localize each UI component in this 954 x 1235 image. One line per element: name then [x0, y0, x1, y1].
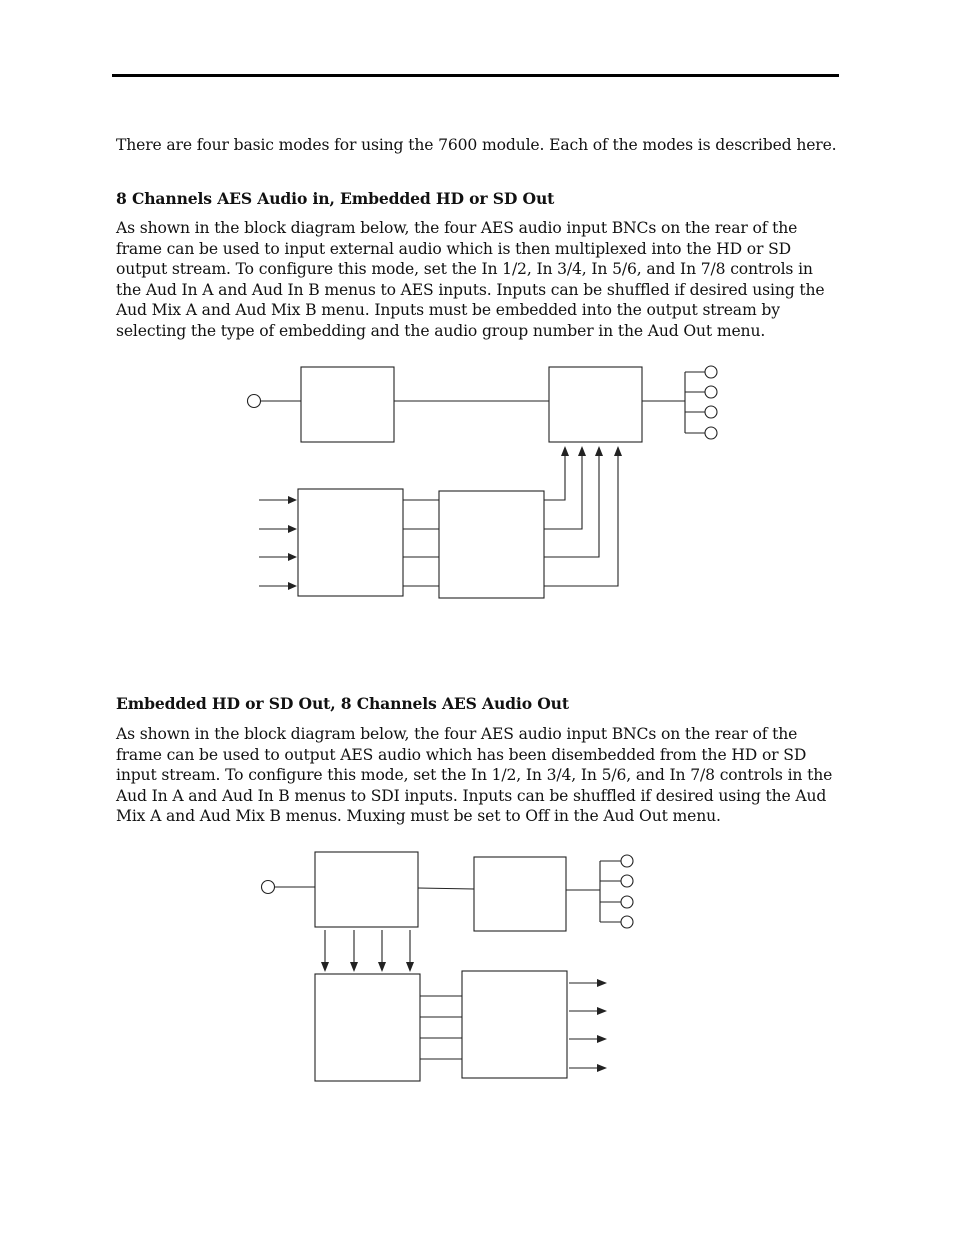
output-connector	[705, 427, 717, 439]
output-connector	[705, 386, 717, 398]
embedder-block	[549, 367, 642, 442]
section2-heading: Embedded HD or SD Out, 8 Channels AES Audio Out	[116, 694, 569, 713]
output-block	[474, 857, 566, 931]
video-input-connector	[248, 395, 261, 408]
output-connector	[621, 875, 633, 887]
section1-body: As shown in the block diagram below, the four AES audio input BNCs on the rear of the frame can be used to input external audio which is then multiplexed into the HD or SD output stream. To configure this mode, set the In 1/2, In 3/4, In 5/6, and In 7/8 controls in the Aud In A and Aud In B menus to AES inputs. Inputs can be shuffled if desired using the Aud Mix A and Aud Mix B menu. Inputs must be embedded into the output stream by selecting the type of embedding and the audio group number in the Aud Out menu.	[116, 219, 825, 340]
audio-mix-block	[439, 491, 544, 598]
section2-body: As shown in the block diagram below, the four AES audio input BNCs on the rear of the frame can be used to output AES audio which has been disembedded from the HD or SD input stream. To configure this mode, set the In 1/2, In 3/4, In 5/6, and In 7/8 controls in the Aud In A and Aud In B menus to SDI inputs. Inputs can be shuffled if desired using the Aud Mix A and Aud Mix B menus. Muxing must be set to Off in the Aud Out menu.	[116, 725, 833, 826]
output-connector	[621, 896, 633, 908]
output-connector	[705, 366, 717, 378]
audio-mix-block	[462, 971, 567, 1078]
deembedder-block	[315, 852, 418, 927]
audio-input-block	[315, 974, 420, 1081]
section1-heading: 8 Channels AES Audio in, Embedded HD or SD Out	[116, 189, 555, 208]
input-block	[301, 367, 394, 442]
intro-paragraph: There are four basic modes for using the 7600 module. Each of the modes is described here.	[116, 136, 837, 154]
output-connector	[705, 406, 717, 418]
block-diagram-aes-in	[0, 360, 954, 610]
audio-input-block	[298, 489, 403, 596]
block-diagram-aes-out	[0, 845, 954, 1090]
header-rule	[112, 74, 839, 77]
video-input-connector	[262, 881, 275, 894]
output-connector	[621, 855, 633, 867]
output-connector	[621, 916, 633, 928]
